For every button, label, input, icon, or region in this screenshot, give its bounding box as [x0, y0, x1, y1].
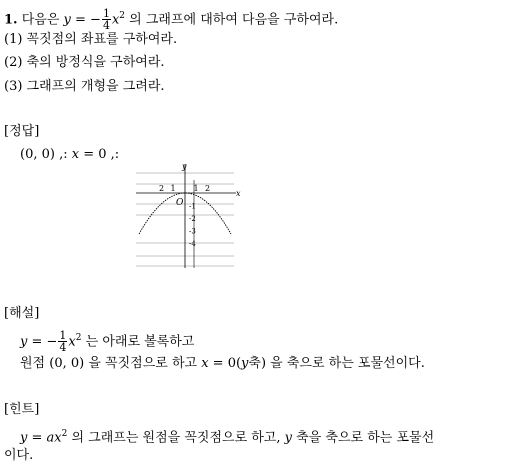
hint-eq-exp: 2	[61, 429, 68, 439]
x-tick-label: 2	[159, 184, 165, 193]
explanation-frac-num: 1	[59, 329, 67, 343]
explanation-heading: [해설]	[4, 306, 40, 321]
hint-eq-lhs: y	[20, 430, 28, 446]
hint-line1-post: 축을 축으로 하는 포물선	[292, 430, 435, 446]
explanation-eq-var: x	[68, 334, 76, 350]
problem-eq-lhs: y	[63, 12, 71, 28]
answer-heading: [정답]	[4, 124, 40, 139]
x-tick-label: 2	[205, 184, 211, 193]
explanation-line2-mid: = 0(	[208, 356, 242, 371]
explanation-eq-eq: = −	[27, 334, 58, 350]
parabola-graph	[136, 160, 240, 270]
y-axis-label: y	[182, 162, 187, 171]
problem-frac-num: 1	[102, 7, 110, 21]
y-tick-label: -3	[189, 227, 196, 236]
problem-frac-den: 4	[102, 19, 110, 33]
explanation-line2-pre: 원점 (0, 0) 을 꼭짓점으로 하고	[20, 356, 202, 371]
y-tick-labels	[189, 203, 196, 249]
explanation-frac-den: 4	[59, 341, 67, 355]
x-tick-labels	[159, 184, 210, 193]
explanation-line-2	[20, 356, 425, 372]
hint-line1-mid: 의 그래프는 원점을 꼭짓점으로 하고,	[67, 430, 285, 446]
y-tick-label: -2	[189, 215, 196, 223]
hint-line-1	[20, 426, 434, 446]
answer-line-pre: (0, 0) ,:	[20, 147, 72, 162]
problem-eq-exp: 2	[119, 11, 126, 21]
hint-heading: [힌트]	[4, 402, 40, 417]
explanation-line1-post: 는 아래로 볼록하고	[81, 334, 195, 350]
answer-line	[20, 147, 119, 163]
explanation-line2-var2: y	[241, 356, 249, 371]
y-tick-label: -1	[189, 202, 196, 211]
hint-eq-eq: =	[27, 430, 47, 446]
problem-eq-eq: = −	[70, 12, 101, 28]
explanation-eq-exp: 2	[75, 333, 82, 343]
problem-intro-pre: 다음은	[21, 12, 64, 28]
problem-eq-var: x	[111, 12, 120, 28]
hint-line1-var: y	[284, 430, 293, 446]
explanation-line2-post: 축) 을 축으로 하는 포물선이다.	[248, 356, 425, 371]
problem-intro-post: 의 그래프에 대하여 다음을 구하여라.	[125, 12, 339, 28]
problem-statement	[4, 8, 338, 31]
explanation-eq-lhs: y	[20, 334, 28, 350]
problem-number: 1.	[4, 12, 18, 28]
x-tick-label: 1	[170, 184, 176, 193]
problem-item-3: (3) 그래프의 개형을 그려라.	[4, 79, 165, 94]
x-tick-label: 1	[193, 184, 199, 193]
y-tick-label: -4	[189, 240, 196, 248]
answer-line-post: = 0 ,:	[79, 147, 120, 162]
explanation-line2-var: x	[201, 356, 209, 371]
hint-eq-a: ax	[46, 430, 62, 446]
x-axis-label: x	[236, 189, 241, 198]
problem-item-2: (2) 축의 방정식을 구하여라.	[4, 55, 165, 70]
problem-fraction	[102, 8, 111, 31]
origin-label: O	[176, 198, 184, 208]
answer-line-var: x	[71, 147, 80, 162]
explanation-line-1	[20, 330, 194, 353]
problem-item-1: (1) 꼭짓점의 좌표를 구하여라.	[4, 32, 178, 47]
explanation-fraction	[58, 330, 67, 353]
hint-line-2: 이다.	[4, 448, 34, 463]
